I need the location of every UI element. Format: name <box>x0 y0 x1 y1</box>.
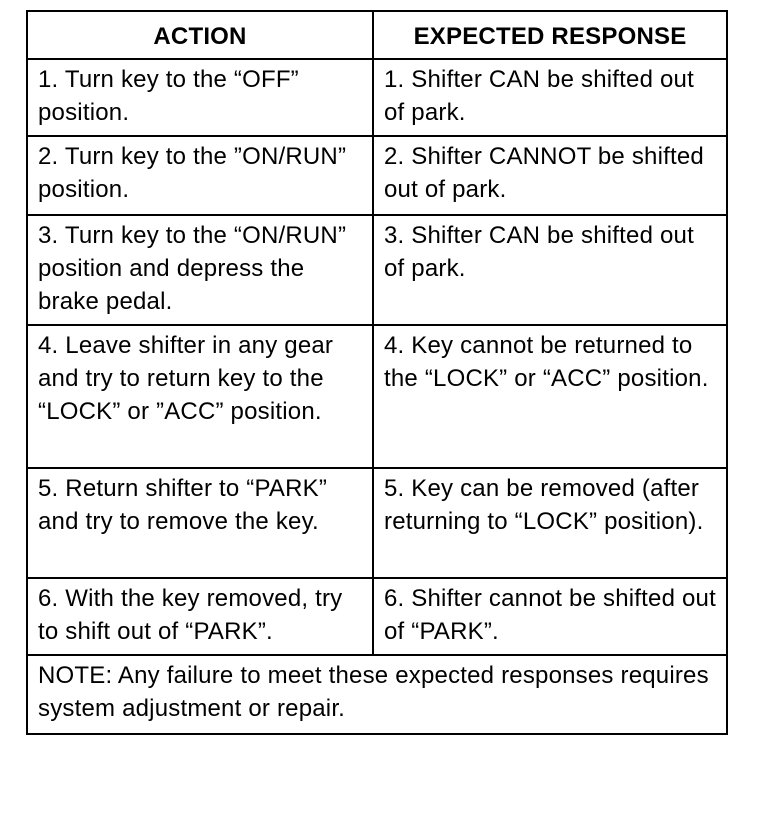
table-row <box>27 325 727 468</box>
brake-shift-interlock-check-table <box>26 10 728 735</box>
action-cell: 1. Turn key to the “OFF” position. <box>27 59 373 136</box>
table-row <box>27 59 727 136</box>
response-cell: 3. Shifter CAN be shifted out of park. <box>373 215 727 325</box>
expected-response-column-header: EXPECTED RESPONSE <box>373 11 727 59</box>
action-cell: 6. With the key removed, try to shift out of “PARK”. <box>27 578 373 655</box>
action-cell: 2. Turn key to the ”ON/RUN” position. <box>27 136 373 215</box>
response-cell: 5. Key can be removed (after returning to “LOCK” position). <box>373 468 727 578</box>
action-cell: 4. Leave shifter in any gear and try to return key to the “LOCK” or ”ACC” position. <box>27 325 373 468</box>
table-row <box>27 136 727 215</box>
procedure-table-container <box>26 10 726 735</box>
table-header-row <box>27 11 727 59</box>
response-cell: 4. Key cannot be returned to the “LOCK” or “ACC” position. <box>373 325 727 468</box>
table-row <box>27 578 727 655</box>
response-cell: 2. Shifter CANNOT be shifted out of park. <box>373 136 727 215</box>
action-column-header: ACTION <box>27 11 373 59</box>
response-cell: 6. Shifter cannot be shifted out of “PARK”. <box>373 578 727 655</box>
note-row <box>27 655 727 734</box>
action-cell: 3. Turn key to the “ON/RUN” position and depress the brake pedal. <box>27 215 373 325</box>
action-cell: 5. Return shifter to “PARK” and try to remove the key. <box>27 468 373 578</box>
table-row <box>27 215 727 325</box>
note-text: NOTE: Any failure to meet these expected responses requires system adjustment or repair. <box>27 655 727 734</box>
response-cell: 1. Shifter CAN be shifted out of park. <box>373 59 727 136</box>
table-row <box>27 468 727 578</box>
